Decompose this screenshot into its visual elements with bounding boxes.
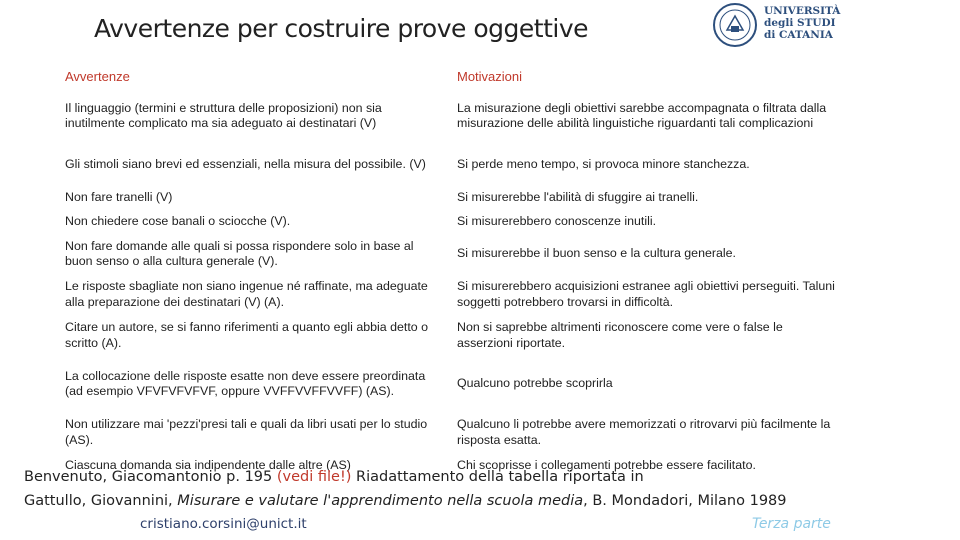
table-row [60, 274, 840, 315]
table-row [60, 210, 840, 234]
reason-cell: Qualcuno potrebbe scoprirla [457, 376, 613, 391]
source-credit [24, 465, 924, 513]
credit-publisher: , B. Mondadori, Milano 1989 [583, 493, 787, 509]
table-row [60, 234, 840, 274]
file-link[interactable]: (vedi file!) [276, 469, 352, 485]
table-row [60, 144, 840, 186]
warning-cell: Non chiedere cose banali o sciocche (V). [65, 214, 291, 229]
warning-cell: Non utilizzare mai 'pezzi'presi tali e quali da libri usati per lo studio (AS). [65, 417, 428, 447]
warning-cell: Gli stimoli siano brevi ed essenziali, nella misura del possibile. (V) [65, 157, 426, 172]
warning-cell: Il linguaggio (termini e struttura delle proposizioni) non sia inutilmente complicato ma sia adeguato ai destinatari (V) [65, 100, 382, 130]
reason-cell: La misurazione degli obiettivi sarebbe accompagnata o filtrata dalla misurazione delle abilità linguistiche riguardanti tali complicazioni [457, 100, 827, 130]
warning-cell: Non fare tranelli (V) [65, 190, 173, 205]
reason-cell: Si perde meno tempo, si provoca minore stanchezza. [457, 157, 750, 172]
logo-line-3: di CATANIA [764, 29, 833, 41]
warning-cell: La collocazione delle risposte esatte non deve essere preordinata (ad esempio VFVFVFVFVF, oppure VVFFVVFFVVFF) (AS). [65, 368, 426, 398]
reason-cell: Si misurerebbe il buon senso e la cultura generale. [457, 246, 736, 261]
table-header [60, 66, 840, 88]
header-avvertenze: Avvertenze [65, 69, 130, 85]
warning-cell: Non fare domande alle quali si possa rispondere solo in base al buon senso o alla cultura generale (V). [65, 238, 414, 268]
table-row [60, 412, 840, 453]
warning-cell: Citare un autore, se si fanno riferimenti a quanto egli abbia detto o scritto (A). [65, 320, 428, 350]
reason-cell: Chi scoprisse i collegamenti potrebbe essere facilitato. [457, 458, 756, 473]
book-title: Misurare e valutare l'apprendimento nella scuola media [177, 493, 584, 509]
reason-cell: Si misurerebbe l'abilità di sfuggire ai tranelli. [457, 190, 699, 205]
table-row [60, 356, 840, 412]
table-row [60, 186, 840, 210]
page-title: Avvertenze per costruire prove oggettive [94, 14, 588, 43]
university-seal-icon [712, 2, 758, 48]
logo-line-1: UNIVERSITÀ [764, 5, 841, 17]
credit-authors: Gattullo, Giovannini, [24, 493, 178, 509]
warning-cell: Ciascuna domanda sia indipendente dalle altre (AS) [65, 458, 351, 473]
credit-author: Benvenuto, Giacomantonio p. 195 [24, 469, 277, 485]
author-email[interactable]: cristiano.corsini@unict.it [140, 516, 307, 532]
logo-line-2: degli STUDI [764, 17, 836, 29]
section-label: Terza parte [752, 516, 831, 532]
table-row [60, 315, 840, 356]
warnings-table [60, 66, 840, 479]
table-row [60, 88, 840, 144]
reason-cell: Qualcuno li potrebbe avere memorizzati o ritrovarvi più facilmente la risposta esatta. [457, 417, 831, 447]
header-motivazioni: Motivazioni [457, 69, 523, 85]
university-logo [712, 2, 841, 48]
credit-adaptation: Riadattamento della tabella riportata in [351, 469, 644, 485]
reason-cell: Si misurerebbero acquisizioni estranee agli obiettivi perseguiti. Taluni soggetti potrebbero trovarsi in difficoltà. [457, 279, 835, 309]
reason-cell: Non si saprebbe altrimenti riconoscere come vere o false le asserzioni riportate. [457, 320, 783, 350]
warning-cell: Le risposte sbagliate non siano ingenue né raffinate, ma adeguate alla preparazione dei destinatari (V) (A). [65, 279, 428, 309]
reason-cell: Si misurerebbero conoscenze inutili. [457, 214, 657, 229]
